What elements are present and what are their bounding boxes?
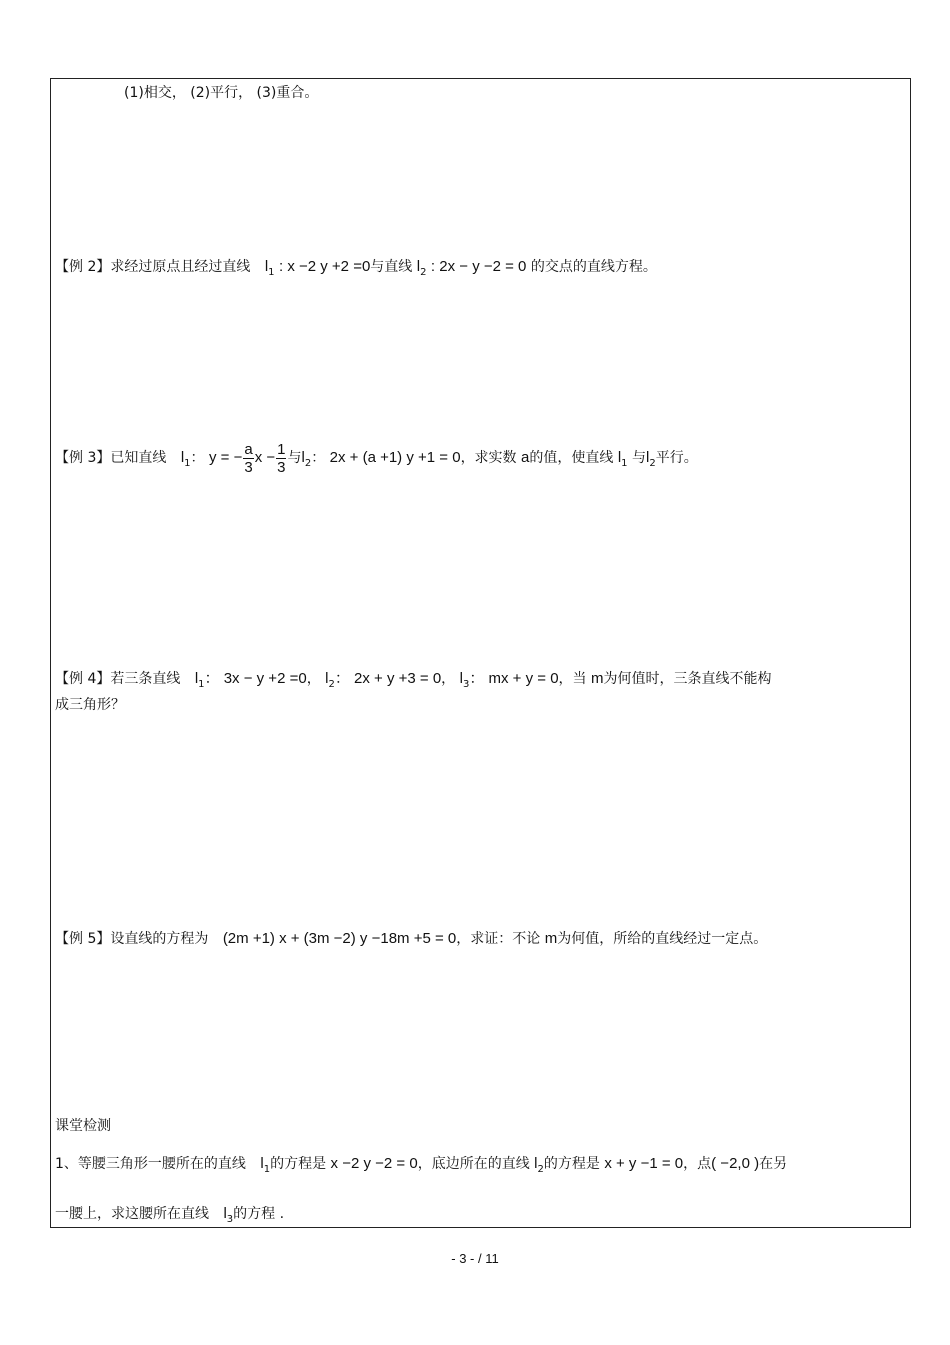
line-subscript: 1 xyxy=(268,267,275,278)
variable: m xyxy=(591,670,604,687)
example-text: 与直线 xyxy=(370,259,413,275)
line-subscript: 2 xyxy=(649,458,656,469)
line-name: l xyxy=(223,1205,227,1222)
variable: a xyxy=(521,449,530,466)
equation: ： 2x + y +3 = 0 xyxy=(334,670,442,687)
fraction xyxy=(276,441,286,476)
section-title-text: 课堂检测 xyxy=(55,1118,111,1134)
line-subscript: 2 xyxy=(304,458,312,469)
fraction-denominator: 3 xyxy=(277,458,286,476)
page-number: - 3 - / 11 xyxy=(451,1251,499,1266)
example-label: 【例 3】 xyxy=(55,450,111,466)
example-text: 若三条直线 xyxy=(110,671,181,687)
example-text: 与 xyxy=(631,450,646,466)
question-number: 1、 xyxy=(55,1156,78,1172)
colon: ： xyxy=(311,450,326,466)
example-text: 的交点的直线方程。 xyxy=(530,259,657,275)
question-text: 一腰上，求这腰所在直线 xyxy=(55,1206,209,1222)
equation: x −2 y −2 = 0 xyxy=(330,1155,418,1172)
question-text: 的方程 . xyxy=(233,1206,285,1222)
line-subscript: 2 xyxy=(328,679,335,690)
intro-text: (1)相交， (2)平行， (3)重合。 xyxy=(124,85,319,101)
example-text: 求经过原点且经过直线 xyxy=(110,259,251,275)
point: ( −2,0 ) xyxy=(711,1155,760,1172)
line-subscript: 3 xyxy=(226,1214,234,1225)
line-name: l xyxy=(645,449,650,466)
example-text: 成三角形？ xyxy=(55,697,125,713)
line-name: l xyxy=(534,1155,538,1172)
content-frame xyxy=(50,78,911,1228)
fraction xyxy=(243,441,253,476)
example-4 xyxy=(55,669,772,691)
example-label: 【例 2】 xyxy=(55,259,111,275)
separator: ， xyxy=(306,671,321,687)
example-5 xyxy=(55,929,767,949)
example-text: 平行。 xyxy=(655,450,698,466)
example-text: 设直线的方程为 xyxy=(110,931,209,947)
line-name: l xyxy=(459,670,463,687)
line-name: l xyxy=(301,449,305,466)
example-text: 的值，使直线 xyxy=(529,450,614,466)
line-name: l xyxy=(325,670,329,687)
line-name: l xyxy=(617,449,622,466)
example-text: 为何值，所给的直线经过一定点。 xyxy=(557,931,768,947)
intro-options xyxy=(124,83,318,103)
line-name: l xyxy=(194,670,199,687)
colon: ： xyxy=(190,450,205,466)
question-text: 在另 xyxy=(759,1156,788,1172)
line-subscript: 2 xyxy=(420,267,427,278)
line-subscript: 1 xyxy=(184,458,191,469)
line-subscript: 1 xyxy=(198,679,205,690)
line-subscript: 1 xyxy=(263,1164,271,1175)
equation: : x −2 y +2 =0 xyxy=(278,258,371,275)
example-text: 与 xyxy=(287,450,302,466)
question-text: 的方程是 xyxy=(270,1156,327,1172)
equation: (2m +1) x + (3m −2) y −18m +5 = 0 xyxy=(222,930,457,947)
example-text: 已知直线 xyxy=(110,450,167,466)
equation: : 2x − y −2 = 0 xyxy=(430,258,527,275)
question-text: ，点 xyxy=(683,1156,712,1172)
question-1-continuation xyxy=(55,1204,284,1226)
equation: 2x + (a +1) y +1 = 0 xyxy=(329,449,461,466)
line-name: l xyxy=(260,1155,264,1172)
example-3 xyxy=(55,435,698,483)
example-label: 【例 5】 xyxy=(55,931,111,947)
question-text: 的方程是 xyxy=(543,1156,600,1172)
equation: ： mx + y = 0 xyxy=(469,670,559,687)
question-text: 等腰三角形一腰所在的直线 xyxy=(77,1156,246,1172)
fraction-numerator: a xyxy=(244,440,253,458)
example-2 xyxy=(55,257,657,279)
question-text: ，底边所在的直线 xyxy=(417,1156,530,1172)
fraction-denominator: 3 xyxy=(244,458,253,476)
example-text: ，求证：不论 xyxy=(456,931,541,947)
equation: x + y −1 = 0 xyxy=(604,1155,684,1172)
equation: y = − xyxy=(208,449,243,466)
example-text: ，当 xyxy=(558,671,587,687)
example-4-continuation xyxy=(55,695,125,715)
line-subscript: 1 xyxy=(621,458,628,469)
variable: m xyxy=(544,930,558,947)
question-1 xyxy=(55,1154,787,1176)
line-subscript: 2 xyxy=(537,1164,544,1175)
example-text: 为何值时，三条直线不能构 xyxy=(603,671,772,687)
section-title xyxy=(55,1116,111,1136)
line-name: l xyxy=(180,449,185,466)
equation: x − xyxy=(254,449,276,466)
separator: ， xyxy=(441,671,456,687)
equation: ： 3x − y +2 =0 xyxy=(204,670,307,687)
example-label: 【例 4】 xyxy=(55,671,111,687)
line-name: l xyxy=(416,258,421,275)
example-text: ，求实数 xyxy=(460,450,517,466)
fraction-numerator: 1 xyxy=(277,440,286,458)
line-subscript: 3 xyxy=(462,679,470,690)
line-name: l xyxy=(264,258,269,275)
